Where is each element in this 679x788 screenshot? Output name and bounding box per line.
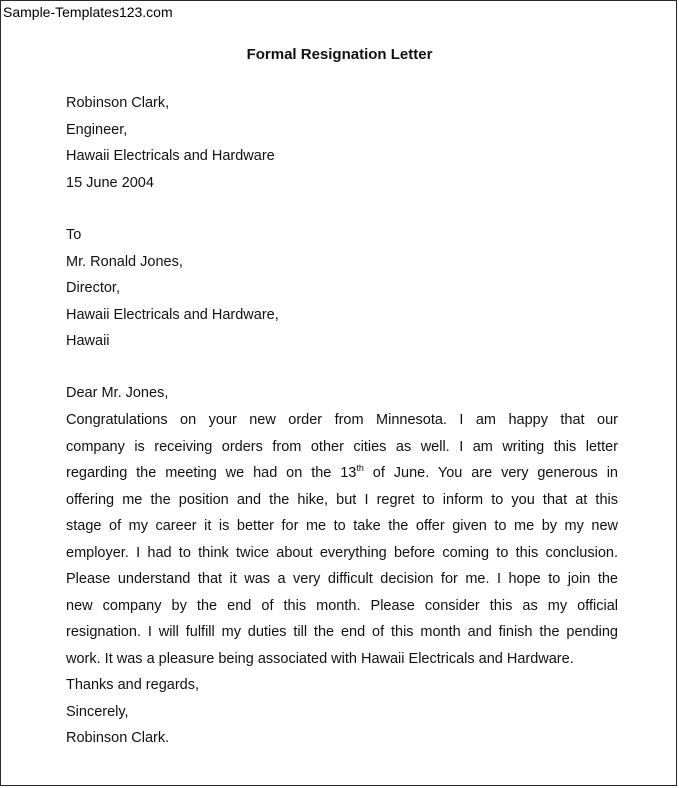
closing-sincerely: Sincerely, <box>66 703 129 720</box>
body-line: employer. I had to think twice about everything before coming to this conclusion. <box>66 544 618 561</box>
body-line: Please understand that it was a very difficult decision for me. I hope to join the <box>66 571 618 587</box>
recipient-to: To <box>66 227 82 243</box>
salutation-block <box>66 380 618 407</box>
closing-thanks: Thanks and regards, <box>66 677 199 693</box>
closing-block <box>66 672 618 752</box>
body-line: company is receiving orders from other cities as well. I am writing this letter <box>66 438 618 455</box>
body-line: resignation. I will fulfill my duties till the end of this month and finish the pending <box>66 624 618 640</box>
recipient-position: Director, <box>66 280 120 296</box>
recipient-location: Hawaii <box>66 333 110 349</box>
sender-position: Engineer, <box>66 121 128 138</box>
body-line: work. It was a pleasure being associated with Hawaii Electricals and Hardware. <box>66 650 574 667</box>
sender-company: Hawaii Electricals and Hardware <box>66 148 275 164</box>
watermark-text: Sample-Templates123.com <box>3 4 173 20</box>
letter-body <box>66 407 618 672</box>
body-line: regarding the meeting we had on the 13th of June. You are very generous in <box>66 463 618 481</box>
recipient-block <box>66 222 618 355</box>
ordinal-suffix: th <box>356 463 364 474</box>
salutation: Dear Mr. Jones, <box>66 385 169 401</box>
body-line: Congratulations on your new order from Minnesota. I am happy that our <box>66 412 618 428</box>
body-line: offering me the position and the hike, but I regret to inform to you that at this <box>66 491 618 508</box>
recipient-company: Hawaii Electricals and Hardware, <box>66 306 279 323</box>
sender-block <box>66 90 618 196</box>
body-line: new company by the end of this month. Please consider this as my official <box>66 597 618 614</box>
letter-title: Formal Resignation Letter <box>246 46 433 63</box>
closing-signature: Robinson Clark. <box>66 730 170 746</box>
recipient-name: Mr. Ronald Jones, <box>66 253 183 270</box>
sender-name: Robinson Clark, <box>66 95 170 111</box>
letter-date: 15 June 2004 <box>66 174 154 191</box>
body-line: stage of my career it is better for me to take the offer given to me by my new <box>66 518 618 534</box>
